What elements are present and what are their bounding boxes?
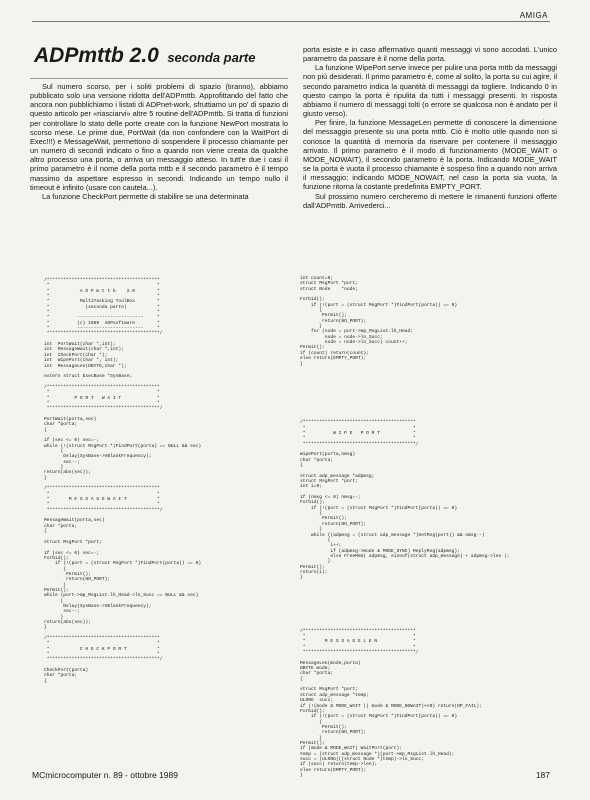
body-column-1 xyxy=(30,82,288,264)
article-title xyxy=(34,44,255,68)
paragraph: Sul prossimo numero cercheremo di mettere le rimanenti funzioni offerte dall'ADPmttb. Arrivederci... xyxy=(303,191,557,210)
title-rule xyxy=(30,78,288,79)
title-subtitle: seconda parte xyxy=(167,50,256,65)
code-listing-right: int count=0; struct MsgPort *port; struct Node *node; Forbid(); if (!(port = (struct MsgPort *)FindPort(porta)) == 0) { Permit(); return(NO_PORT); } for (node = port->mp_MsgList.lh_Head; node = node->ln_Succ; node = node->ln_Succ) count++; Permit(); if (count) return(count); else return(EMPTY_PORT); } /***************************************** * * * W I P E P O R T * * * *****************************************/ WipePort(porta,nmsg) char *porta; { struct adp_message *adpmsg; struct MsgPort *port; int i=0; if (nmsg <= 0) nmsg=-; Forbid(); if (!(port = (struct MsgPort *)FindPort(porta)) == 0) { Permit(); return(NO_PORT); } while ((adpmsg = (struct adp_message *)GetMsg(port)) && nmsg--) { i++; if (adpmsg->mode & MODE_SYNC) ReplyMsg(adpmsg); else FreeMem( adpmsg, sizeof(struct adp_message) + adpmsg->len ); } Permit(); return(i); } /***************************************** * * * M E S S A G E L E N * * * *****************************************/ MessageLen(mode,porta) DBYTE mode; char *porta; { struct MsgPort *port; struct adp_message *temp; ULONG succ; if (!(mode & MODE_WAIT || mode & MODE_NOWAIT)<<0) return(OP_FAIL); Forbid(); if (!(port = (struct MsgPort *)FindPort(porta)) == 0) { Permit(); return(NO_PORT); } Permit(); if (mode & MODE_WAIT) WaitPort(port); temp = (struct adp_message *)(port->mp_MsgList.lh_Head); succ = (ULONG)((struct Node *)temp)->ln_Succ; if (succ) return(temp->len); else return(EMPTY_PORT); } xyxy=(300,276,510,778)
paragraph: porta esiste e in caso affermativo quanti messaggi vi sono accodati. L'unico parametro da passare è il nome della porta. xyxy=(303,45,557,64)
paragraph: La funzione CheckPort permette di stabilire se una determinata xyxy=(42,191,249,201)
footer-magazine: MCmicrocomputer n. 89 - ottobre 1989 xyxy=(32,770,178,780)
title-main: ADPmttb 2.0 xyxy=(34,44,159,67)
page-number: 187 xyxy=(535,770,550,780)
header-rule xyxy=(32,21,550,22)
paragraph: La funzione WipePort serve invece per pulire una porta mttb da messaggi non più desiderati. Il primo parametro è, come al solito, la porta su cui agire, il secondo parametro indica la quantità di messaggi da togliere. Indicando 0 in questo campo la porta è ripulita da tutti i messaggi presenti. In risposta abbiamo il numero di messaggi tolti (o errore se qualcosa non è andato per il giusto verso). xyxy=(303,63,557,119)
paragraph: Sul numero scorso, per i soliti problemi di spazio (tiranno), abbiamo pubblicato solo una versione ridotta dell'ADPmttb. Approfittando del fatto che ancora non pubblichiamo i listati di ADPnet-work, sfruttiamo un po' di spazio di questo articolo per «riasciarvi» altre 5 routine dell'ADPmttb. Si tratta di funzioni per controllare lo stato delle porte create con la funzione NewPort mostrata lo scorso mese. Le prime due, PortWait (da non confondere con la WaitPort di Exec!!!) e MessageWait, permettono di sospendere il processo chiamante per un numero di secondi indicato o fino a quando non viene creata da qualche altro processo una porta, o arriva un messaggio atteso. In tutt'e due i casi il primo parametro è il nome della porta mttb e il secondo parametro è il tempo massimo da aspettare espresso in secondi. Indicando un tempo nullo il timeout è infinito (usare con cautela...). xyxy=(30,82,288,192)
section-label: AMIGA xyxy=(519,11,548,20)
code-listing-left: /***************************************** * * * A D P m t t b 2.0 * * * * MultiTasking ToolBox * * (seconda parte) * * * * ------------------------ * * (c) 1989 ADPsoftware * * ------------------------ * *****************************************/ int PortWait(char *,int); int MessageWait(char *,int); int CheckPort(char *); int WipePort(char *, int); int MessageLen(DBYTE,char *); extern struct ExecBase *SysBase; /***************************************** * * * P O R T W A I T * * * *****************************************/ PortWait(porta,sec) char *porta; { if (sec <= 0) sec=-; while (!(struct MsgPort *)FindPort(porta) == NULL && sec) { Delay(SysBase->VBlankFrequency); sec--; } return(abs(sec)); } /***************************************** * * * M E S S A G E W A I T * * * *****************************************/ MessageWait(porta,sec) char *porta; { struct MsgPort *port; if (sec <= 0) sec=-; Forbid(); if (!(port = (struct MsgPort *)FindPort(porta)) == 0) { Permit(); return(NO_PORT); } Permit(); while (port->mp_MsgList.lh_Head->ln_Succ == NULL && sec) { Delay(SysBase->VBlankFrequency); sec--; } return(abs(sec)); } /***************************************** * * * C H E C K P O R T * * * *****************************************/ CheckPort(porta) char *porta; { xyxy=(44,278,202,684)
paragraph: Per finire, la funzione MessageLen permette di conoscere la dimensione del messaggio presente su una porta mttb. Ciò è molto utile quando non si conosce la quantità di memoria da riservare per contenere il messaggio arrivato. Il primo parametro è il modo di funzionamento (MODE_WAIT o MODE_NOWAIT), il secondo parametro è la porta. Indicando MODE_WAIT se la porta è vuota il processo chiamante è sospeso fino a quando non arriva il messaggio; indicando MODE_NOWAIT, nel caso la porta sia vuota, la funzione ritorna la costante predefinita EMPTY_PORT. xyxy=(303,118,557,192)
body-column-2 xyxy=(303,45,557,259)
